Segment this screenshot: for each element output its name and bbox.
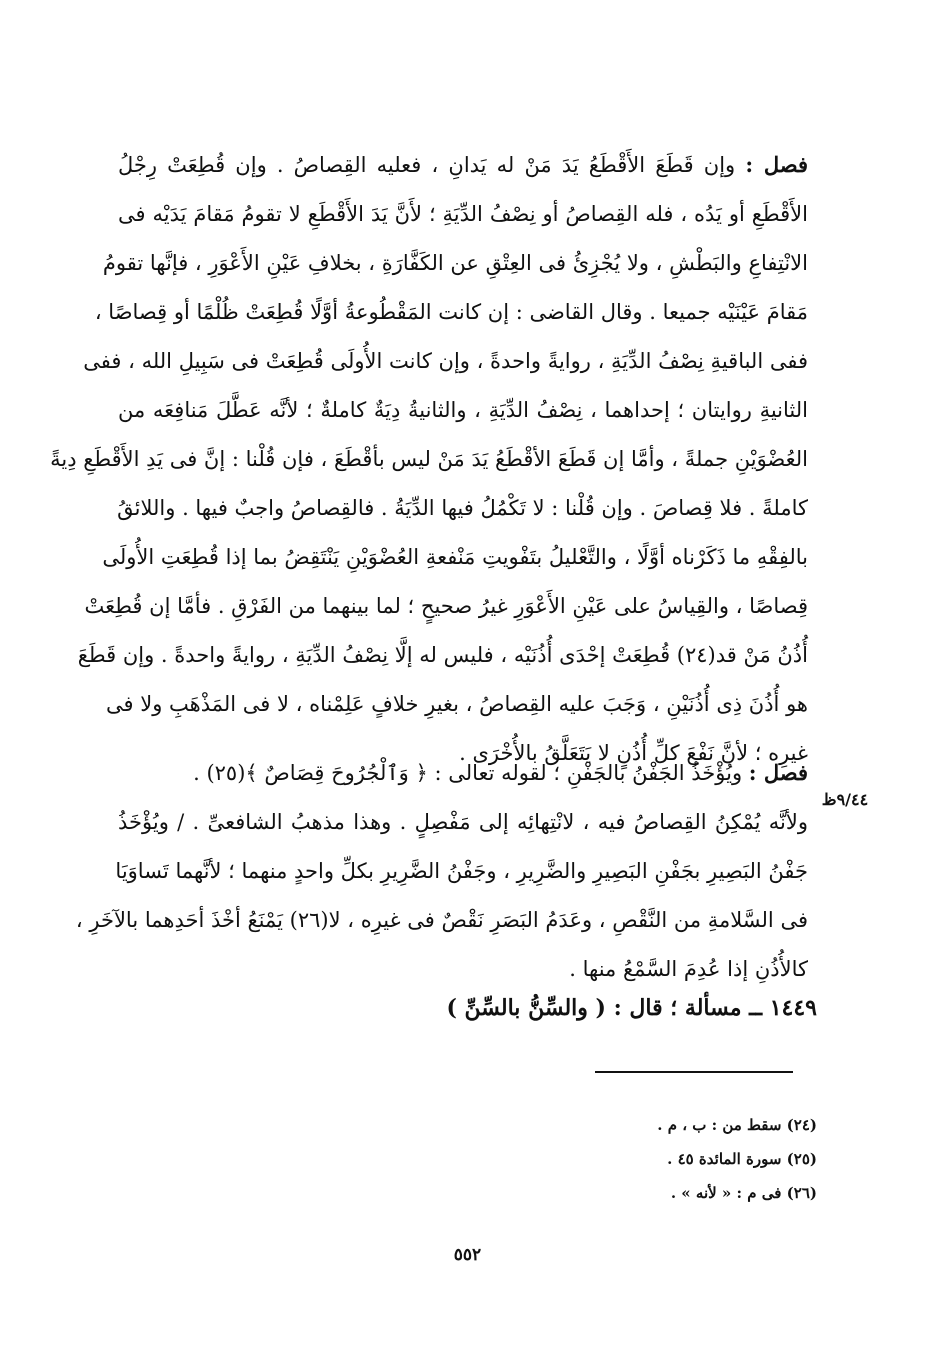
- paragraph-line: كاملةً . فلا قِصاصَ . وإن قُلْنا : لا تَكْمُلُ فيها الدِّيَةُ . فالقِصاصُ واجبٌ فيها . واللائقُ: [117, 496, 808, 520]
- paragraph-line: فى السَّلامةِ من النَّقْصِ ، وعَدَمُ البَصَرِ نَقْصٌ فى غيرِه ، لا(٢٦) يَمْنَعُ أخْذَ أحَدِهما بالآخَرِ ،: [75, 908, 808, 932]
- paragraph-line: جَفْنُ البَصِيرِ بجَفْنِ البَصِيرِ والضَّرِيرِ ، وجَفْنُ الضَّرِيرِ بكلِّ واحدٍ منهما ؛ لأنَّهما تَساوَيَا: [115, 859, 808, 883]
- paragraph-line: بالفِقْهِ ما ذَكَرْناه أوَّلًا ، والتَّعْليلُ بتَفْويتِ مَنْفعةِ العُضْوَيْنِ يَنْتَقِضُ بما إذا قُطِعَتِ الأُولَى: [102, 545, 808, 569]
- paragraph-line: أُذُنُ مَنْ قد(٢٤) قُطِعَتْ إحْدَى أُذُنَيْه ، فليس له إلَّا نِصْفُ الدِّيَةِ ، روايةً واحدةً . وإن قَطَعَ: [77, 643, 808, 667]
- footnote-divider: [595, 1071, 793, 1073]
- paragraph-1: [50, 140, 808, 778]
- paragraph-line: ولأنَّه يُمْكِنُ القِصاصُ فيه ، لانْتِهائِه إلى مَفْصِلٍ . وهذا مذهبُ الشافعىِّ . / ويُؤْخَذُ: [118, 810, 808, 834]
- line-text: ويُؤْخَذُ الجَفْنُ بالجَفْنِ ؛ لقوله تعالى : ﴿ وَٱلْجُرُوحَ قِصَاصٌ ﴾(٢٥) .: [193, 761, 743, 785]
- paragraph-line: [118, 140, 808, 190]
- page-number: ٥٥٢: [453, 1245, 482, 1265]
- section-lead: فصل :: [748, 760, 808, 785]
- paragraph-line: كالأُذُنِ إذا عُدِمَ السَّمْعُ منها .: [569, 957, 808, 981]
- footnotes: [657, 1108, 817, 1210]
- paragraph-line: العُضْوَيْنِ جملةً ، وأمَّا إن قَطَعَ الأقْطَعُ يَدَ مَنْ ليس بأقْطَعَ ، فإن قُلْنا : إنَّ فى يَدِ الأَقْطَعِ دِيةً: [50, 447, 808, 471]
- footnote: (٢٤) سقط من : ب ، م .: [657, 1116, 817, 1134]
- paragraph-2: [75, 748, 808, 994]
- paragraph-line: قِصاصًا ، والقِياسُ على عَيْنِ الأَعْوَرِ غيرُ صحيحٍ ؛ لما بينهما من الفَرْقِ . فأمَّا إن قُطِعَتْ: [84, 594, 808, 618]
- footnote: (٢٥) سورة المائدة ٤٥ .: [667, 1150, 817, 1168]
- paragraph-line: مَقامَ عَيْنَيْه جميعا . وقال القاضى : إن كانت المَقْطُوعةُ أوَّلًا قُطِعَتْ ظُلْمًا أو قِصاصًا ،: [94, 300, 808, 324]
- paragraph-line: [118, 748, 808, 798]
- paragraph-line: الأَقْطَعِ أو يَدُه ، فله القِصاصُ أو نِصْفُ الدِّيَةِ ؛ لأَنَّ يَدَ الأَقْطَعِ لا تقومُ مَقامَ يَدَيْه فى: [118, 202, 808, 226]
- issue-heading: ١٤٤٩ ــ مسألة ؛ قال : ( والسِّنُّ بالسِّنِّ ): [446, 995, 817, 1021]
- paragraph-line: غيرِه ؛ لأنَّ نَفْعَ كلِّ أُذُنٍ لا يَتَعَلَّقُ بالأُخْرَى .: [459, 741, 808, 765]
- line-text: وإن قَطَعَ الأَقْطَعُ يَدَ مَنْ له يَدانِ ، فعليه القِصاصُ . وإن قُطِعَتْ رِجْلُ: [118, 153, 736, 177]
- section-lead: فصل :: [745, 152, 808, 177]
- paragraph-line: الانْتِفاعِ والبَطْشِ ، ولا يُجْزِئُ فى العِتْقِ عن الكَفَّارَةِ ، بخلافِ عَيْنِ الأَعْوَرِ ، فإنَّها تقومُ: [102, 251, 808, 275]
- manuscript-margin-note: ٩/٤٤ظ: [821, 790, 869, 809]
- paragraph-line: هو أُذُنَ ذِى أُذُنَيْنِ ، وَجَبَ عليه القِصاصُ ، بغيرِ خلافٍ عَلِمْناه ، لا فى المَذْهَبِ ولا فى: [106, 692, 808, 716]
- paragraph-line: ففى الباقيةِ نِصْفُ الدِّيَةِ ، روايةً واحدةً ، وإن كانت الأُولَى قُطِعَتْ فى سَبِيلِ الله ، ففى: [83, 349, 808, 373]
- footnote: (٢٦) فى م : « لأنه » .: [670, 1184, 817, 1202]
- paragraph-line: الثانيةِ روايتان ؛ إحداهما ، نِصْفُ الدِّيَةِ ، والثانيةُ دِيَةٌ كاملةٌ ؛ لأنَّه عَطَّلَ مَنافِعَه من: [118, 398, 808, 422]
